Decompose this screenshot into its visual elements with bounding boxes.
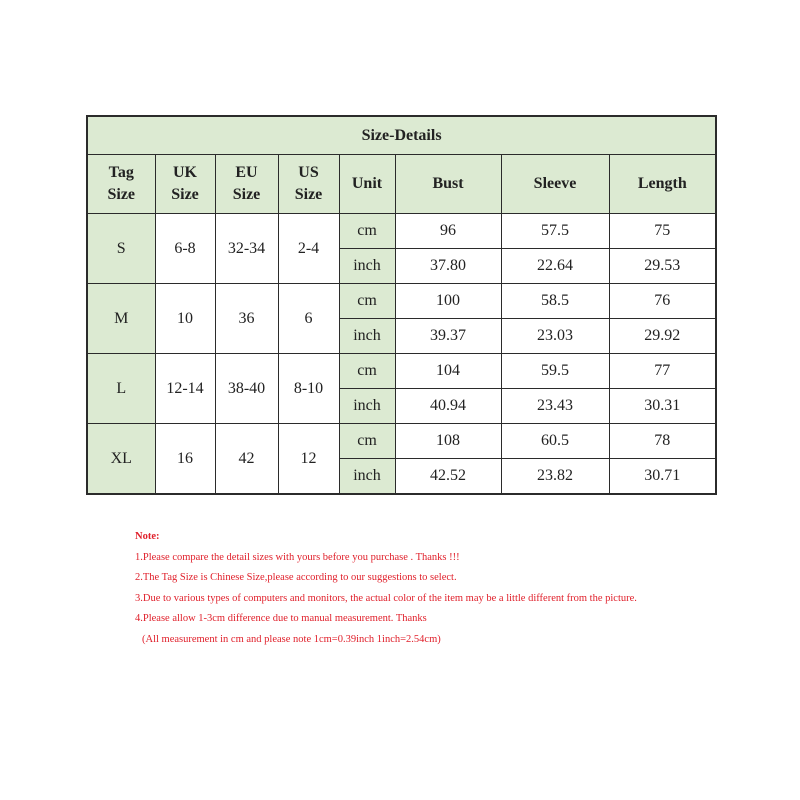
- length-cell: 30.31: [609, 389, 716, 424]
- unit-cell: inch: [339, 249, 395, 284]
- bust-cell: 39.37: [395, 319, 501, 354]
- size-details-table: [86, 115, 717, 495]
- note-line: 2.The Tag Size is Chinese Size,please according to our suggestions to select.: [135, 572, 457, 583]
- header-unit: Unit: [339, 155, 395, 214]
- unit-cell: inch: [339, 319, 395, 354]
- sleeve-cell: 59.5: [501, 354, 609, 389]
- header-eu-size: EU Size: [215, 155, 278, 214]
- bust-cell: 108: [395, 424, 501, 459]
- us-size-cell: 8-10: [278, 354, 339, 424]
- sleeve-cell: 58.5: [501, 284, 609, 319]
- us-size-cell: 6: [278, 284, 339, 354]
- sleeve-cell: 23.82: [501, 459, 609, 495]
- us-size-cell: 2-4: [278, 214, 339, 284]
- sleeve-cell: 22.64: [501, 249, 609, 284]
- length-cell: 76: [609, 284, 716, 319]
- header-tag-size: Tag Size: [87, 155, 155, 214]
- eu-size-cell: 32-34: [215, 214, 278, 284]
- table-title: Size-Details: [87, 116, 716, 155]
- sleeve-cell: 23.03: [501, 319, 609, 354]
- bust-cell: 42.52: [395, 459, 501, 495]
- uk-size-cell: 16: [155, 424, 215, 495]
- unit-cell: cm: [339, 284, 395, 319]
- unit-cell: cm: [339, 424, 395, 459]
- unit-cell: inch: [339, 389, 395, 424]
- bust-cell: 96: [395, 214, 501, 249]
- length-cell: 30.71: [609, 459, 716, 495]
- bust-cell: 104: [395, 354, 501, 389]
- notes-section: [135, 527, 637, 650]
- tag-size-cell: XL: [87, 424, 155, 495]
- header-sleeve: Sleeve: [501, 155, 609, 214]
- table-row: [87, 214, 716, 249]
- length-cell: 29.53: [609, 249, 716, 284]
- unit-cell: cm: [339, 354, 395, 389]
- bust-cell: 40.94: [395, 389, 501, 424]
- unit-cell: cm: [339, 214, 395, 249]
- eu-size-cell: 36: [215, 284, 278, 354]
- uk-size-cell: 10: [155, 284, 215, 354]
- table-row: [87, 354, 716, 389]
- table-row: [87, 424, 716, 459]
- length-cell: 77: [609, 354, 716, 389]
- length-cell: 75: [609, 214, 716, 249]
- length-cell: 29.92: [609, 319, 716, 354]
- unit-cell: inch: [339, 459, 395, 495]
- us-size-cell: 12: [278, 424, 339, 495]
- eu-size-cell: 38-40: [215, 354, 278, 424]
- table-row: [87, 284, 716, 319]
- uk-size-cell: 12-14: [155, 354, 215, 424]
- tag-size-cell: M: [87, 284, 155, 354]
- sleeve-cell: 23.43: [501, 389, 609, 424]
- header-bust: Bust: [395, 155, 501, 214]
- note-line: 3.Due to various types of computers and monitors, the actual color of the item may be a little different from the picture.: [135, 592, 637, 604]
- bust-cell: 37.80: [395, 249, 501, 284]
- sleeve-cell: 57.5: [501, 214, 609, 249]
- header-us-size: US Size: [278, 155, 339, 214]
- header-length: Length: [609, 155, 716, 214]
- tag-size-cell: L: [87, 354, 155, 424]
- bust-cell: 100: [395, 284, 501, 319]
- tag-size-cell: S: [87, 214, 155, 284]
- uk-size-cell: 6-8: [155, 214, 215, 284]
- notes-title: Note:: [135, 531, 160, 542]
- sleeve-cell: 60.5: [501, 424, 609, 459]
- header-uk-size: UK Size: [155, 155, 215, 214]
- length-cell: 78: [609, 424, 716, 459]
- note-line: 1.Please compare the detail sizes with yours before you purchase . Thanks !!!: [135, 551, 460, 563]
- eu-size-cell: 42: [215, 424, 278, 495]
- note-line: (All measurement in cm and please note 1cm=0.39inch 1inch=2.54cm): [142, 633, 441, 645]
- note-line: 4.Please allow 1-3cm difference due to manual measurement. Thanks: [135, 613, 427, 624]
